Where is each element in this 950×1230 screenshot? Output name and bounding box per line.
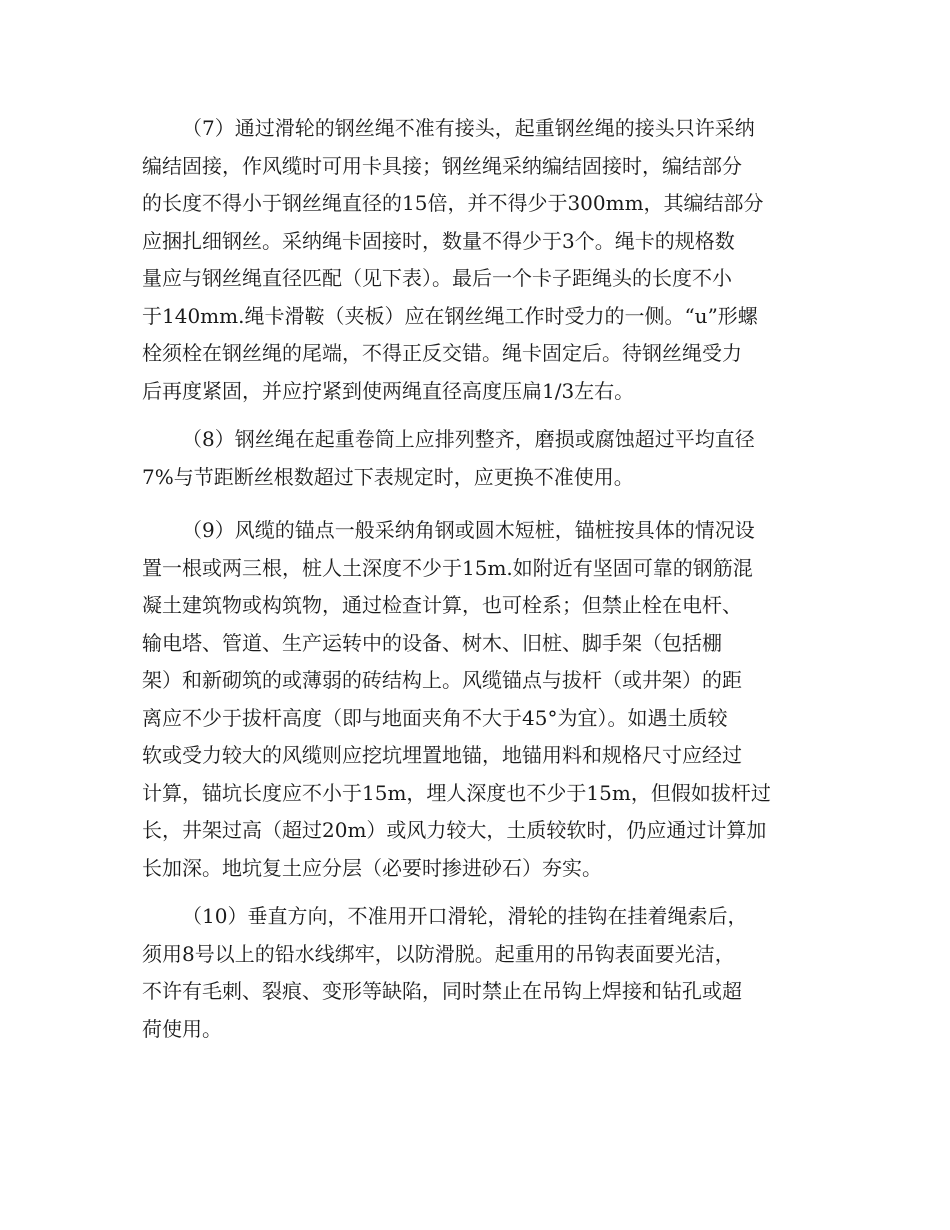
text-line: 7%与节距断丝根数超过下表规定时，应更换不准使用。 bbox=[142, 464, 634, 489]
text-line: 的长度不得小于钢丝绳直径的15倍，并不得少于300mm，其编结部分 bbox=[142, 191, 764, 215]
text-line: 置一根或两三根，桩人土深度不少于15m.如附近有坚固可靠的钢筋混 bbox=[142, 555, 753, 580]
text-line: 凝土建筑物或构筑物，通过检查计算，也可栓系；但禁止栓在电杆、 bbox=[142, 593, 742, 617]
text-line: （8）钢丝绳在起重卷筒上应排列整齐，磨损或腐蚀超过平均直径 bbox=[182, 427, 755, 451]
text-line: 后再度紧固，并应拧紧到使两绳直径高度压扁1/3左右。 bbox=[142, 378, 635, 403]
paragraph-8 bbox=[142, 421, 812, 496]
text-line: （9）风缆的锚点一般采纳角钢或圆木短桩，锚桩按具体的情况设 bbox=[182, 518, 755, 542]
text-line: 不许有毛刺、裂痕、变形等缺陷，同时禁止在吊钩上焊接和钻孔或超 bbox=[142, 979, 742, 1003]
text-line: 须用8号以上的铅水线绑牢，以防滑脱。起重用的吊钩表面要光洁， bbox=[142, 941, 735, 966]
paragraph-9 bbox=[142, 512, 812, 887]
text-line: 编结固接，作风缆时可用卡具接；钢丝绳采纳编结固接时，编结部分 bbox=[142, 153, 742, 178]
text-line: 架）和新砌筑的或薄弱的砖结构上。风缆锚点与拔杆（或井架）的距 bbox=[142, 668, 742, 692]
text-line: 长加深。地坑复土应分层（必要时掺进砂石）夯实。 bbox=[142, 855, 602, 880]
text-line: 计算，锚坑长度应不小于15m，埋人深度也不少于15m，但假如拔杆过 bbox=[142, 780, 771, 805]
text-line: 离应不少于拔杆高度（即与地面夹角不大于45°为宜）。如遇土质较 bbox=[142, 705, 728, 730]
paragraph-7 bbox=[142, 110, 812, 410]
text-line: 于140mm.绳卡滑鞍（夹板）应在钢丝绳工作时受力的一侧。“u”形螺 bbox=[142, 303, 758, 328]
text-line: 荷使用。 bbox=[142, 1016, 222, 1041]
text-line: 应捆扎细钢丝。采纳绳卡固接时，数量不得少于3个。绳卡的规格数 bbox=[142, 228, 735, 253]
text-line: 量应与钢丝绳直径匹配（见下表）。最后一个卡子距绳头的长度不小 bbox=[142, 266, 732, 290]
text-line: 长，井架过高（超过20m）或风力较大，土质较软时，仍应通过计算加 bbox=[142, 818, 767, 842]
text-line: 栓须栓在钢丝绳的尾端，不得正反交错。绳卡固定后。待钢丝绳受力 bbox=[142, 341, 742, 365]
text-line: 输电塔、管道、生产运转中的设备、树木、旧桩、脚手架（包括棚 bbox=[142, 630, 722, 655]
text-line: （10）垂直方向，不准用开口滑轮，滑轮的挂钩在挂着绳索后， bbox=[182, 904, 748, 928]
paragraph-10 bbox=[142, 898, 812, 1048]
text-line: 软或受力较大的风缆则应挖坑埋置地锚，地锚用料和规格尺寸应经过 bbox=[142, 743, 742, 767]
text-line: （7）通过滑轮的钢丝绳不准有接头，起重钢丝绳的接头只许采纳 bbox=[182, 116, 755, 140]
